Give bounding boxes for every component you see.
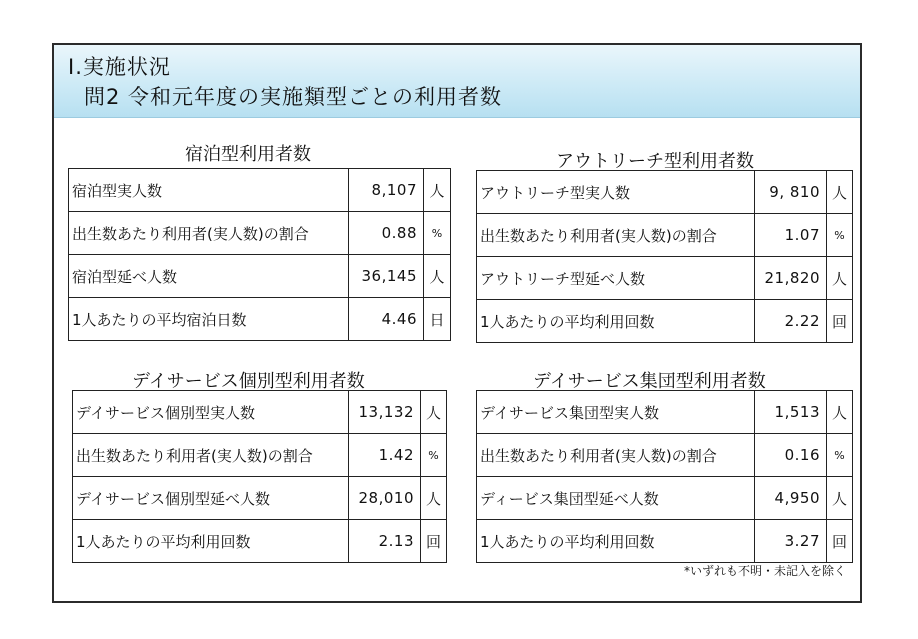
section-title: Ⅰ.実施状況 [68,55,171,79]
table-row [477,391,853,434]
table-title-day-group: デイサービス集団型利用者数 [533,371,766,392]
row-unit: 人 [424,255,451,298]
table-row [73,391,447,434]
row-label: 宿泊型延べ人数 [69,255,349,298]
row-label: 出生数あたり利用者(実人数)の割合 [69,212,349,255]
table-title-day-individual: デイサービス個別型利用者数 [132,371,365,392]
table-row [69,255,451,298]
row-unit: % [424,212,451,255]
row-value: 4,950 [755,477,827,520]
table-row [73,477,447,520]
row-value: 28,010 [349,477,421,520]
row-label: 1人あたりの平均利用回数 [477,520,755,563]
row-value: 0.88 [349,212,424,255]
row-unit: % [827,214,853,257]
table-row [477,434,853,477]
slide-header [54,45,860,118]
table-day-group [476,390,853,563]
row-label: アウトリーチ型延べ人数 [477,257,755,300]
row-value: 13,132 [349,391,421,434]
row-value: 2.22 [755,300,827,343]
row-label: 1人あたりの平均利用回数 [477,300,755,343]
row-label: デイサービス個別型実人数 [73,391,349,434]
row-unit: % [827,434,853,477]
table-row [69,298,451,341]
row-value: 1.07 [755,214,827,257]
row-label: 出生数あたり利用者(実人数)の割合 [73,434,349,477]
row-label: デイサービス個別型延べ人数 [73,477,349,520]
question-title: 問2 令和元年度の実施類型ごとの利用者数 [84,85,503,109]
row-value: 1.42 [349,434,421,477]
row-unit: 日 [424,298,451,341]
table-row [73,434,447,477]
row-label: デイサービス集団型実人数 [477,391,755,434]
table-row [69,169,451,212]
table-title-outreach: アウトリーチ型利用者数 [556,151,754,172]
row-value: 2.13 [349,520,421,563]
row-value: 36,145 [349,255,424,298]
row-value: 9, 810 [755,171,827,214]
row-unit: 人 [827,257,853,300]
table-outreach [476,170,853,343]
table-title-stay: 宿泊型利用者数 [185,144,311,165]
row-unit: 回 [421,520,447,563]
row-unit: 回 [827,300,853,343]
row-unit: 回 [827,520,853,563]
table-row [477,300,853,343]
row-unit: 人 [827,391,853,434]
row-label: 1人あたりの平均宿泊日数 [69,298,349,341]
row-value: 1,513 [755,391,827,434]
row-value: 0.16 [755,434,827,477]
row-label: アウトリーチ型実人数 [477,171,755,214]
table-stay [68,168,451,341]
row-label: 出生数あたり利用者(実人数)の割合 [477,434,755,477]
row-unit: 人 [827,171,853,214]
table-row [477,520,853,563]
table-row [477,214,853,257]
table-row [73,520,447,563]
row-label: 1人あたりの平均利用回数 [73,520,349,563]
row-label: 出生数あたり利用者(実人数)の割合 [477,214,755,257]
table-row [477,257,853,300]
row-unit: 人 [424,169,451,212]
footnote: *いずれも不明・未記入を除く [683,564,846,578]
row-unit: 人 [827,477,853,520]
row-unit: 人 [421,477,447,520]
row-unit: 人 [421,391,447,434]
row-value: 8,107 [349,169,424,212]
row-value: 21,820 [755,257,827,300]
table-row [69,212,451,255]
table-row [477,477,853,520]
row-value: 3.27 [755,520,827,563]
table-row [477,171,853,214]
row-value: 4.46 [349,298,424,341]
row-label: 宿泊型実人数 [69,169,349,212]
row-unit: % [421,434,447,477]
table-day-individual [72,390,447,563]
row-label: ディービス集団型延べ人数 [477,477,755,520]
slide-frame [52,43,862,603]
